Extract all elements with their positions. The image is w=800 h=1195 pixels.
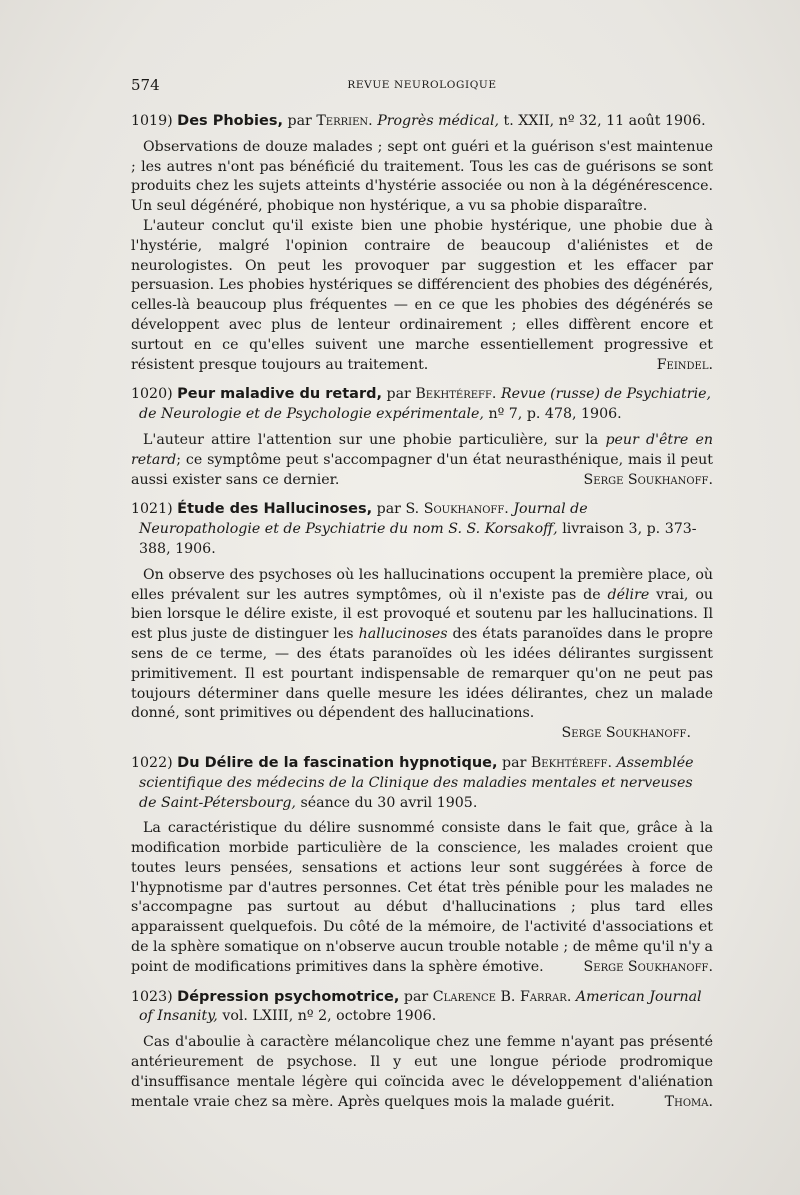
paragraph-text: vrai, ou bien lorsque le délire existe, il est provoqué et soutenu par les hallucinations. Il est plus juste de distinguer les (131, 586, 713, 643)
entry-heading (131, 988, 713, 1028)
entry-heading (131, 754, 713, 813)
running-title: REVUE NEUROLOGIQUE (347, 79, 497, 91)
entry-title: Dépression psychomotrice, (177, 988, 400, 1005)
entry-signature: Serge Soukhanoff. (583, 958, 713, 975)
entry-number: 1021) (131, 501, 173, 518)
page-number: 574 (131, 76, 160, 94)
entry-source: Revue (russe) de Psychiatrie, de Neurologie et de Psychologie expérimentale, (139, 386, 712, 423)
entry-details: livraison 3, p. 373-388, 1906. (139, 521, 697, 557)
paragraph-emphasis: hallucinoses (358, 626, 448, 643)
entry-signature: Thoma. (664, 1093, 713, 1110)
entry-by: par (287, 113, 312, 129)
entry-details: nº 7, p. 478, 1906. (488, 406, 622, 423)
paragraph-emphasis: peur d'être en retard (131, 431, 713, 468)
paragraph-text: L'auteur attire l'attention sur une phobie particulière, sur la (143, 431, 599, 448)
entry-paragraph (131, 819, 713, 977)
entry-title: Des Phobies, (177, 113, 283, 129)
entry-source: Progrès médical, (377, 113, 500, 129)
entry-by: par (386, 386, 411, 403)
entry-title: Peur maladive du retard, (177, 386, 382, 403)
entry-paragraph-text: L'auteur conclut qu'il existe bien une phobie hystérique, une phobie due à l'hystérie, malgré l'opinion contraire de beaucoup d'aliénistes et de neurologistes. On peut les provoquer par suggestion et les effacer par persuasion. Les phobies hystériques se différencient des phobies des dégénérés, celles-là beaucoup plus fréquentes — en ce que les phobies des dégénérés se développent avec plus de lenteur ordinairement ; elles diffèrent encore et surtout en ce qu'elles suivent une marche essentiellement progressive et résistent presque toujours au traitement. (131, 217, 713, 373)
paragraph-text: On observe des psychoses où les hallucinations occupent la première place, où elles prévalent sur les autres symptômes, où il n'existe pas de (131, 566, 713, 603)
paragraph-emphasis: délire (607, 586, 650, 603)
entry-1021 (131, 500, 713, 744)
page-content (131, 112, 713, 1122)
entry-source: American Journal of Insanity, (139, 988, 702, 1025)
entry-paragraph (131, 217, 713, 375)
entry-number: 1022) (131, 754, 173, 771)
entry-author: Bekhtéreff. (530, 754, 612, 771)
entry-author: Terrien. (316, 113, 373, 129)
entry-number: 1020) (131, 386, 173, 403)
entry-author: Clarence B. Farrar. (432, 988, 572, 1005)
page-header (131, 76, 713, 96)
paragraph-text: La caractéristique du délire susnommé consiste dans le fait que, grâce à la modification morbide particulière de la conscience, les malades croient que toutes leurs pensées, sensations et actions leur sont suggérées à force de l'hypnotisme par d'autres personnes. Cet état très pénible pour les malades ne s'accompagne pas surtout au début d'hallucinations ; plus tard elles apparaissent quelquefois. Du côté de la mémoire, de l'activité d'associations et de la sphère somatique on n'observe aucun trouble notable ; de même qu'il n'y a point de modifications primitives dans la sphère émotive. (131, 820, 713, 975)
entry-1022 (131, 754, 713, 978)
entry-paragraph (131, 431, 713, 490)
entry-1023 (131, 988, 713, 1113)
entry-by: par (502, 754, 527, 771)
entry-1019 (131, 112, 713, 375)
entry-author: Soukhanoff. (423, 501, 509, 518)
entry-heading (131, 112, 713, 132)
paragraph-text: ; ce symptôme peut s'accompagner d'un état neurasthénique, mais il peut aussi exister sans ce dernier. (131, 451, 713, 488)
entry-number: 1023) (131, 988, 173, 1005)
entry-number: 1019) (131, 113, 173, 129)
entry-signature: Serge Soukhanoff. (583, 471, 713, 488)
entry-heading (131, 385, 713, 425)
entry-signature: Feindel. (656, 356, 713, 373)
entry-source: Assemblée scientifique des médecins de la Clinique des maladies mentales et nerveuses de Saint-Pétersbourg, (139, 754, 694, 811)
paragraph-text: Cas d'aboulie à caractère mélancolique chez une femme n'ayant pas présenté antérieurement de psychose. Il y eut une longue période prodromique d'insuffisance mentale légère qui coïncida avec le développement d'aliénation mentale vraie chez sa mère. Après quelques mois la malade guérit. (131, 1034, 713, 1110)
entry-heading (131, 500, 713, 559)
entry-paragraph (131, 566, 713, 724)
paragraph-text: des états paranoïdes dans le propre sens de ce terme, — des états paranoïdes où les idées délirantes surgissent primitivement. Il est pourtant indispensable de remarquer qu'on ne peut pas toujours déterminer dans quelle mesure les idées délirantes, chez un malade donné, sont primitives ou dépendent des hallucinations. (131, 626, 713, 722)
entry-by: par (403, 988, 429, 1005)
entry-source: Journal de Neuropathologie et de Psychiatrie du nom S. S. Korsakoff, (139, 501, 588, 538)
entry-title: Étude des Hallucinoses, (177, 501, 373, 518)
entry-author: Bekhtéreff. (415, 386, 497, 403)
entry-by: par S. (376, 501, 420, 518)
entry-details: t. XXII, nº 32, 11 août 1906. (503, 113, 706, 129)
entry-details: séance du 30 avril 1905. (300, 794, 478, 811)
entry-paragraph (131, 1033, 713, 1112)
entry-title: Du Délire de la fascination hypnotique, (177, 754, 498, 771)
entry-details: vol. LXIII, nº 2, octobre 1906. (222, 1008, 437, 1025)
entry-signature: Serge Soukhanoff. (561, 725, 691, 742)
entry-paragraph: Observations de douze malades ; sept ont guéri et la guérison s'est maintenue ; les autres n'ont pas bénéficié du traitement. Tous les cas de guérisons se sont produits chez les sujets atteints d'hystérie associée ou non à la dégénérescence. Un seul dégénéré, phobique non hystérique, a vu sa phobie disparaître. (131, 138, 713, 215)
entry-1020 (131, 385, 713, 490)
